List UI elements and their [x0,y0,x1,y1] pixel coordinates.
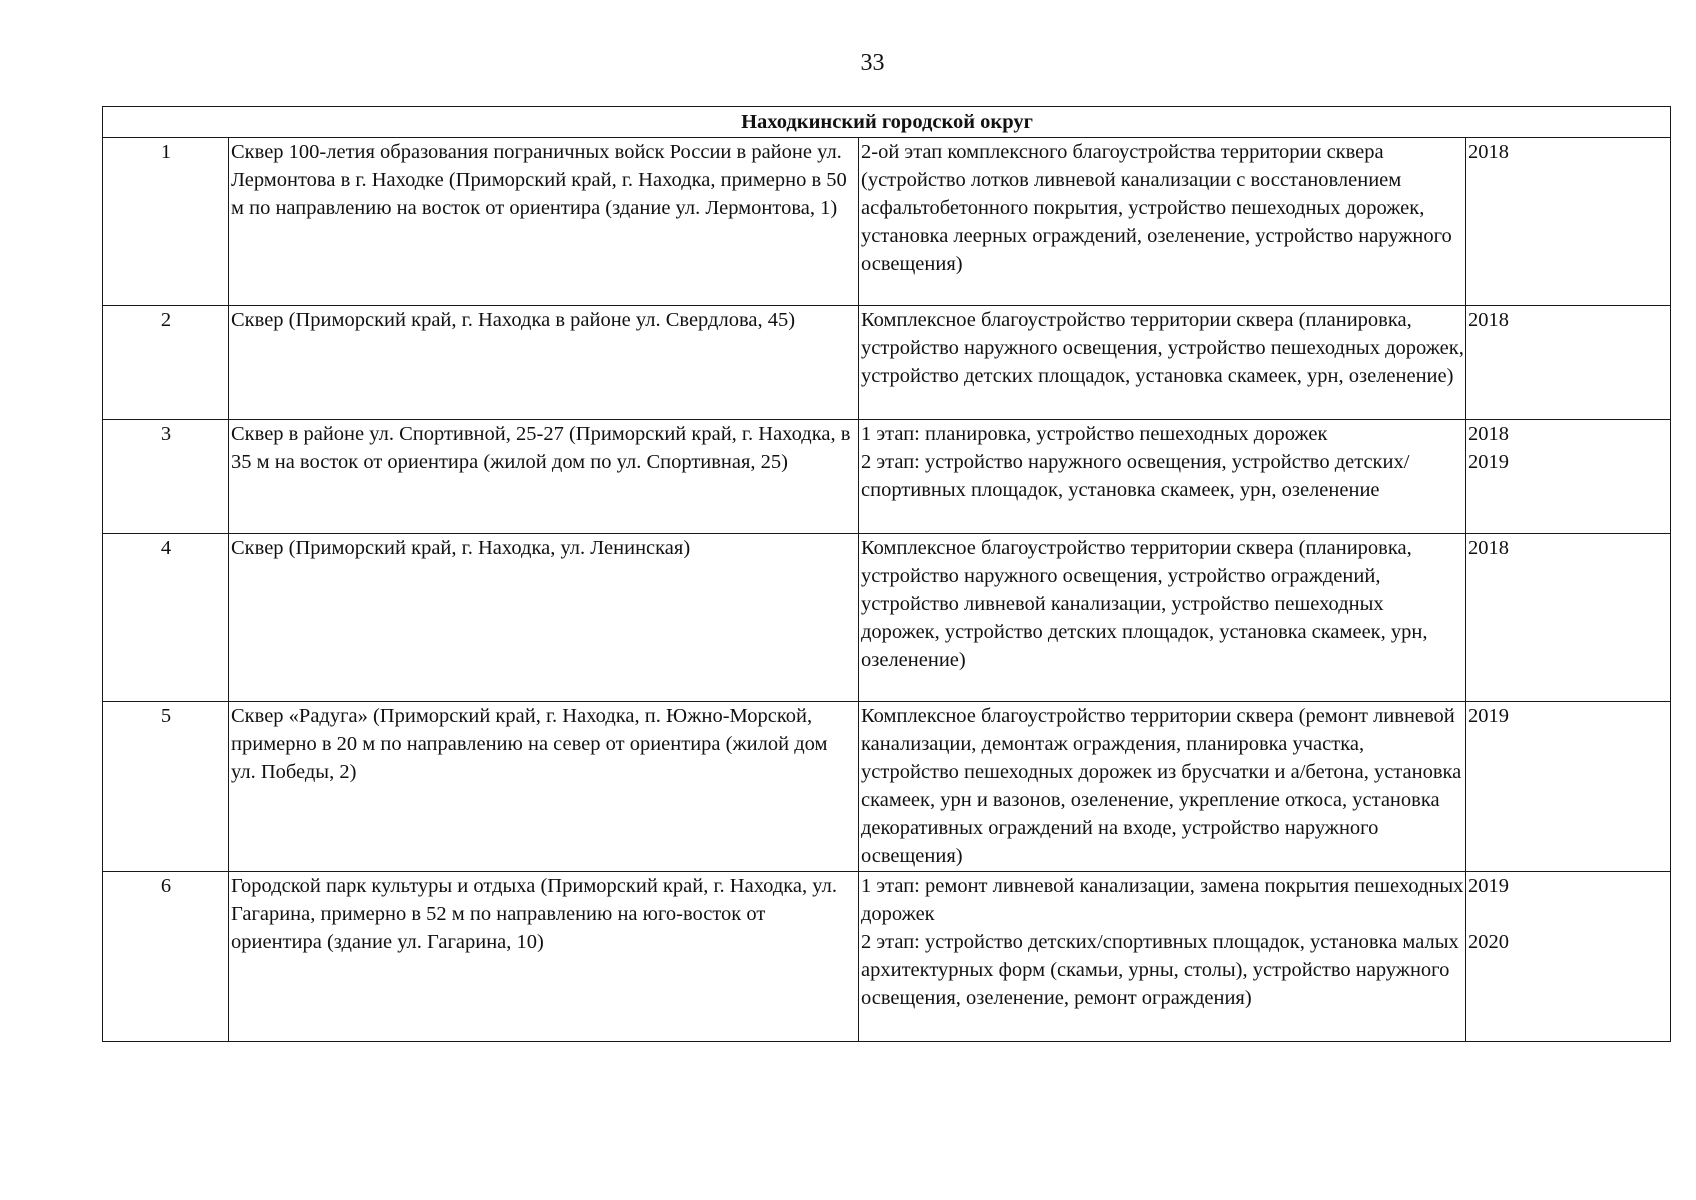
object-description: Сквер (Приморский край, г. Находка, ул. Ленинская) [229,534,859,702]
year: 2020 [1468,931,1509,953]
row-number: 3 [103,420,229,534]
year-cell [1466,420,1671,534]
year-cell [1466,702,1671,872]
year: 2019 [1468,705,1509,727]
row-number: 4 [103,534,229,702]
works-description [859,702,1466,872]
works-stage: 1 этап: планировка, устройство пешеходных дорожек [861,423,1328,445]
year: 2019 [1468,451,1509,473]
object-description: Сквер (Приморский край, г. Находка в районе ул. Свердлова, 45) [229,306,859,420]
table-row [103,534,1671,702]
page-number: 33 [860,50,885,76]
year-cell [1466,534,1671,702]
works-stage: Комплексное благоустройство территории сквера (планировка, устройство наружного освещения, устройство ограждений, устройство ливневой канализации, устройство пешеходных дорожек, устройство детских площадок, установка скамеек, урн, озеленение) [861,537,1428,671]
year: 2019 [1468,875,1509,897]
object-description: Городской парк культуры и отдыха (Приморский край, г. Находка, ул. Гагарина, примерно в 52 м по направлению на юго-восток от ориентира (здание ул. Гагарина, 10) [229,872,859,1042]
district-title: Находкинский городской округ [103,107,1671,138]
table-row [103,306,1671,420]
row-number: 6 [103,872,229,1042]
object-description: Сквер «Радуга» (Приморский край, г. Находка, п. Южно-Морской, примерно в 20 м по направлению на север от ориентира (жилой дом ул. Победы, 2) [229,702,859,872]
object-description: Сквер 100-летия образования пограничных войск России в районе ул. Лермонтова в г. Находке (Приморский край, г. Находка, примерно в 50 м по направлению на восток от ориентира (здание ул. Лермонтова, 1) [229,138,859,306]
row-number: 2 [103,306,229,420]
district-header-row [103,107,1671,138]
table-row [103,420,1671,534]
works-stage: 1 этап: ремонт ливневой канализации, замена покрытия пешеходных дорожек [861,875,1464,925]
works-stage: Комплексное благоустройство территории сквера (планировка, устройство наружного освещения, устройство пешеходных дорожек, устройство детских площадок, установка скамеек, урн, озеленение) [861,309,1464,387]
table-row [103,872,1671,1042]
table-row [103,138,1671,306]
table-row [103,702,1671,872]
works-stage: Комплексное благоустройство территории сквера (ремонт ливневой канализации, демонтаж ограждения, планировка участка, устройство пешеходных дорожек из брусчатки и а/бетона, установка скамеек, урн и вазонов, озеленение, укрепление откоса, установка декоративных ограждений на входе, устройство наружного освещения) [861,705,1462,867]
works-stage: 2 этап: устройство детских/спортивных площадок, установка малых архитектурных форм (скамьи, урны, столы), устройство наружного освещения, озеленение, ремонт ограждения) [861,931,1459,1009]
works-description [859,420,1466,534]
year: 2018 [1468,537,1509,559]
works-description [859,306,1466,420]
year-cell [1466,138,1671,306]
year: 2018 [1468,423,1509,445]
works-stage: 2-ой этап комплексного благоустройства территории сквера (устройство лотков ливневой канализации с восстановлением асфальтобетонного покрытия, устройство пешеходных дорожек, установка леерных ограждений, озеленение, устройство наружного освещения) [861,141,1452,275]
year-cell [1466,306,1671,420]
row-number: 1 [103,138,229,306]
year: 2018 [1468,141,1509,163]
works-description [859,872,1466,1042]
year-cell [1466,872,1671,1042]
works-stage: 2 этап: устройство наружного освещения, устройство детских/спортивных площадок, установка скамеек, урн, озеленение [861,451,1410,501]
row-number: 5 [103,702,229,872]
works-description [859,534,1466,702]
object-description: Сквер в районе ул. Спортивной, 25-27 (Приморский край, г. Находка, в 35 м на восток от ориентира (жилой дом по ул. Спортивная, 25) [229,420,859,534]
year: 2018 [1468,309,1509,331]
objects-table [102,106,1671,1042]
works-description [859,138,1466,306]
